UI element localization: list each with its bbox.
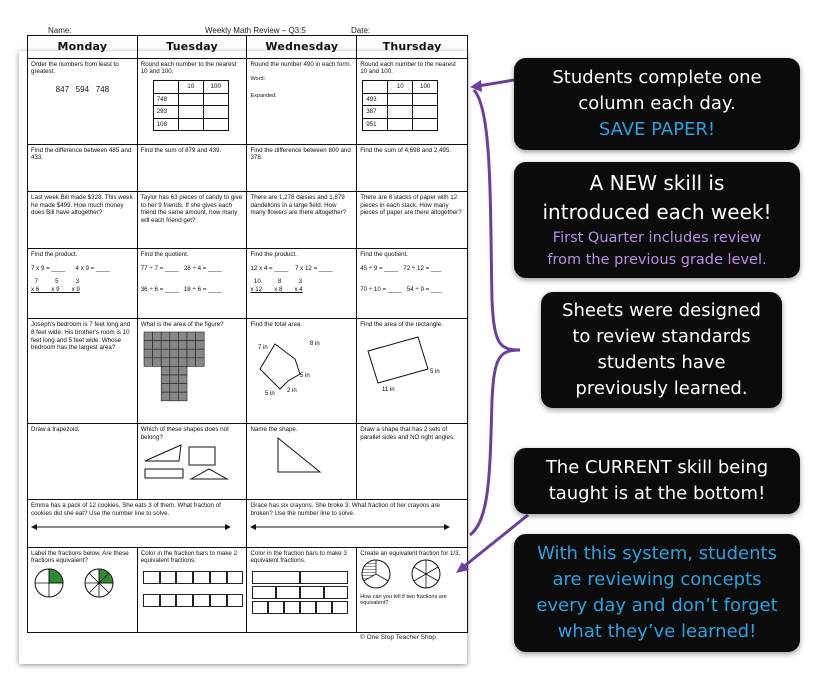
prompt: Name the shape.	[250, 426, 298, 434]
callout-current-skill	[514, 448, 800, 514]
callout-subtext: from the previous grade level.	[547, 252, 767, 268]
callout-new-skill	[514, 162, 800, 278]
problems-line-2b: x 12 x 8 x 4	[250, 285, 303, 293]
callout-text: Students complete one	[552, 67, 762, 88]
prompt: Color in the fraction bars to make 2 equivalent fractions.	[140, 549, 238, 565]
callout-text: The CURRENT skill being	[545, 457, 769, 478]
value: 951	[363, 118, 388, 131]
connector-arrow-line	[478, 80, 514, 86]
prompt: Order the numbers from least to greatest.	[31, 60, 119, 76]
value: 108	[153, 118, 178, 131]
callout-this-system	[514, 534, 800, 652]
callout-text: taught is at the bottom!	[548, 483, 766, 504]
date-label: Date:	[351, 26, 371, 35]
side-label: 8 in	[310, 341, 321, 348]
callout-highlight: SAVE PAPER!	[598, 119, 716, 140]
cell-thu-word-problem: There are 8 stacks of paper with 12 pieces in each stack. How many pieces of paper are there altogether?	[357, 192, 468, 249]
side-label: 7 in	[258, 345, 269, 352]
prompt: Round the number 490 in each form.	[250, 60, 352, 68]
cell-thu-draw-shape: Draw a shape that has 2 sets of parallel sides and NO right angles.	[357, 424, 468, 500]
prompt: Color in the fraction bars to make 3 equivalent fractions.	[250, 549, 347, 565]
prompt: What is the area of the figure?	[140, 321, 224, 329]
problems-line-2: 70 ÷ 10 = ____ 54 ÷ 9 = ___	[360, 286, 442, 294]
prompt: Round each number to the nearest 10 and 100.	[360, 60, 456, 76]
prompt: Find the quotient.	[140, 251, 189, 259]
cell-tue-word-problem: Taylor has 63 pieces of candy to give to her 9 friends. If she gives each friend the same amount, how many will each friend get?	[137, 192, 247, 249]
cell-mon-trapezoid: Draw a trapezoid.	[28, 424, 138, 500]
cell-wed-word-problem: There are 1,278 daisies and 1,879 dandelions in a large field. How many flowers are there altogether?	[247, 192, 357, 249]
word-label: Word:	[250, 76, 266, 83]
callout-text: what they’ve learned!	[557, 621, 757, 642]
prompt: Emma has a pack of 12 cookies. She eats 3 of them. What fraction of cookies did she eat? Use the number line to solve.	[31, 502, 221, 517]
day-header-thursday: Thursday	[357, 36, 468, 59]
callout-review-standards	[541, 292, 782, 408]
value: 493	[363, 93, 388, 106]
col-10: 10	[178, 80, 203, 93]
prompt: Create an equivalent fraction for 1/3.	[360, 549, 461, 557]
day-header-wednesday: Wednesday	[247, 36, 357, 59]
prompt: Round each number to the nearest 10 and 100.	[140, 60, 237, 76]
prompt: Grace has six crayons. She broke 3. What fraction of her crayons are broken? Use the number line to solve.	[250, 502, 440, 517]
prompt: Find the quotient.	[360, 251, 409, 259]
day-header-monday: Monday	[28, 36, 138, 59]
callout-text: With this system, students	[537, 543, 777, 564]
callout-one-column	[514, 58, 800, 150]
prompt: Find the total area.	[250, 321, 303, 329]
cell-mon-word-problem: Last week Bill made $328. This week he made $499. How much money does Bill have altogether?	[28, 192, 138, 249]
value: 387	[363, 106, 388, 119]
problems-line-1: 7 x 9 = ____ 4 x 9 = ____	[31, 264, 110, 272]
side-label: 5 in	[300, 373, 311, 380]
problems-line-1: 45 ÷ 9 = ____ 72 ÷ 12 = ___	[360, 264, 442, 272]
prompt: Find the area of the rectangle.	[360, 321, 443, 329]
side-label: 5 in	[265, 391, 276, 398]
value: 293	[153, 106, 178, 119]
curly-brace-line	[470, 90, 520, 535]
callout-subtext: First Quarter includes review	[552, 230, 762, 246]
copyright-footer: © One Stop Teacher Shop	[360, 634, 436, 641]
side-label: 2 in	[287, 388, 298, 395]
value: 748	[153, 93, 178, 106]
problems-line-1: 12 x 4 = ____ 7 x 12 = ____	[250, 264, 333, 272]
cell-tue-sum: Find the sum of 879 and 439.	[137, 144, 247, 192]
callout-text: students have	[597, 352, 726, 373]
callout-text: to review standards	[572, 326, 751, 347]
cell-mon-difference: Find the difference between 485 and 433.	[28, 144, 138, 192]
prompt: Label the fractions below. Are these fractions equivalent?	[31, 549, 129, 565]
callout-text: Sheets were designed	[562, 300, 761, 321]
problems-line-1: 77 ÷ 7 = ____ 28 ÷ 4 = ____	[140, 264, 222, 272]
callout-text: introduced each week!	[542, 200, 772, 224]
side-label: 11 in	[382, 387, 395, 394]
cell-thu-sum: Find the sum of 4,698 and 2,495.	[357, 144, 468, 192]
col-10: 10	[388, 80, 413, 93]
name-label: Name:	[48, 26, 72, 35]
numbers-to-order: 847 594 748	[55, 84, 110, 94]
col-100: 100	[413, 80, 438, 93]
prompt: Which of these shapes does not belong?	[140, 426, 229, 441]
callout-text: are reviewing concepts	[552, 569, 762, 590]
col-100: 100	[203, 80, 228, 93]
cell-wed-difference: Find the difference between 800 and 378.	[247, 144, 357, 192]
prompt: Find the product.	[250, 251, 297, 259]
callout-text: A NEW skill is	[589, 171, 725, 195]
day-header-tuesday: Tuesday	[137, 36, 247, 59]
expanded-label: Expanded:	[250, 92, 277, 99]
problems-line-2b: x 6 x 9 x 9	[31, 285, 80, 293]
cell-mon-area-problem: Joseph's bedroom is 7 feet long and 8 feet wide. His brother's room is 10 feet long and 5 feet wide. Whose bedroom has the largest area?	[28, 319, 138, 424]
worksheet-title: Weekly Math Review – Q3:5	[205, 26, 306, 35]
side-label: 5 in	[430, 369, 440, 376]
prompt: Find the product.	[31, 251, 78, 259]
problems-line-2a: 10 8 3	[250, 278, 303, 286]
callout-text: previously learned.	[575, 378, 748, 399]
callout-text: every day and don’t forget	[536, 595, 778, 616]
problems-line-2: 36 ÷ 6 = ____ 18 ÷ 6 = ____	[140, 286, 222, 294]
problems-line-2a: 7 5 3	[31, 278, 80, 286]
callout-text: column each day.	[578, 93, 736, 114]
follow-up-question: How can you tell if two fractions are equivalent?	[360, 593, 447, 607]
